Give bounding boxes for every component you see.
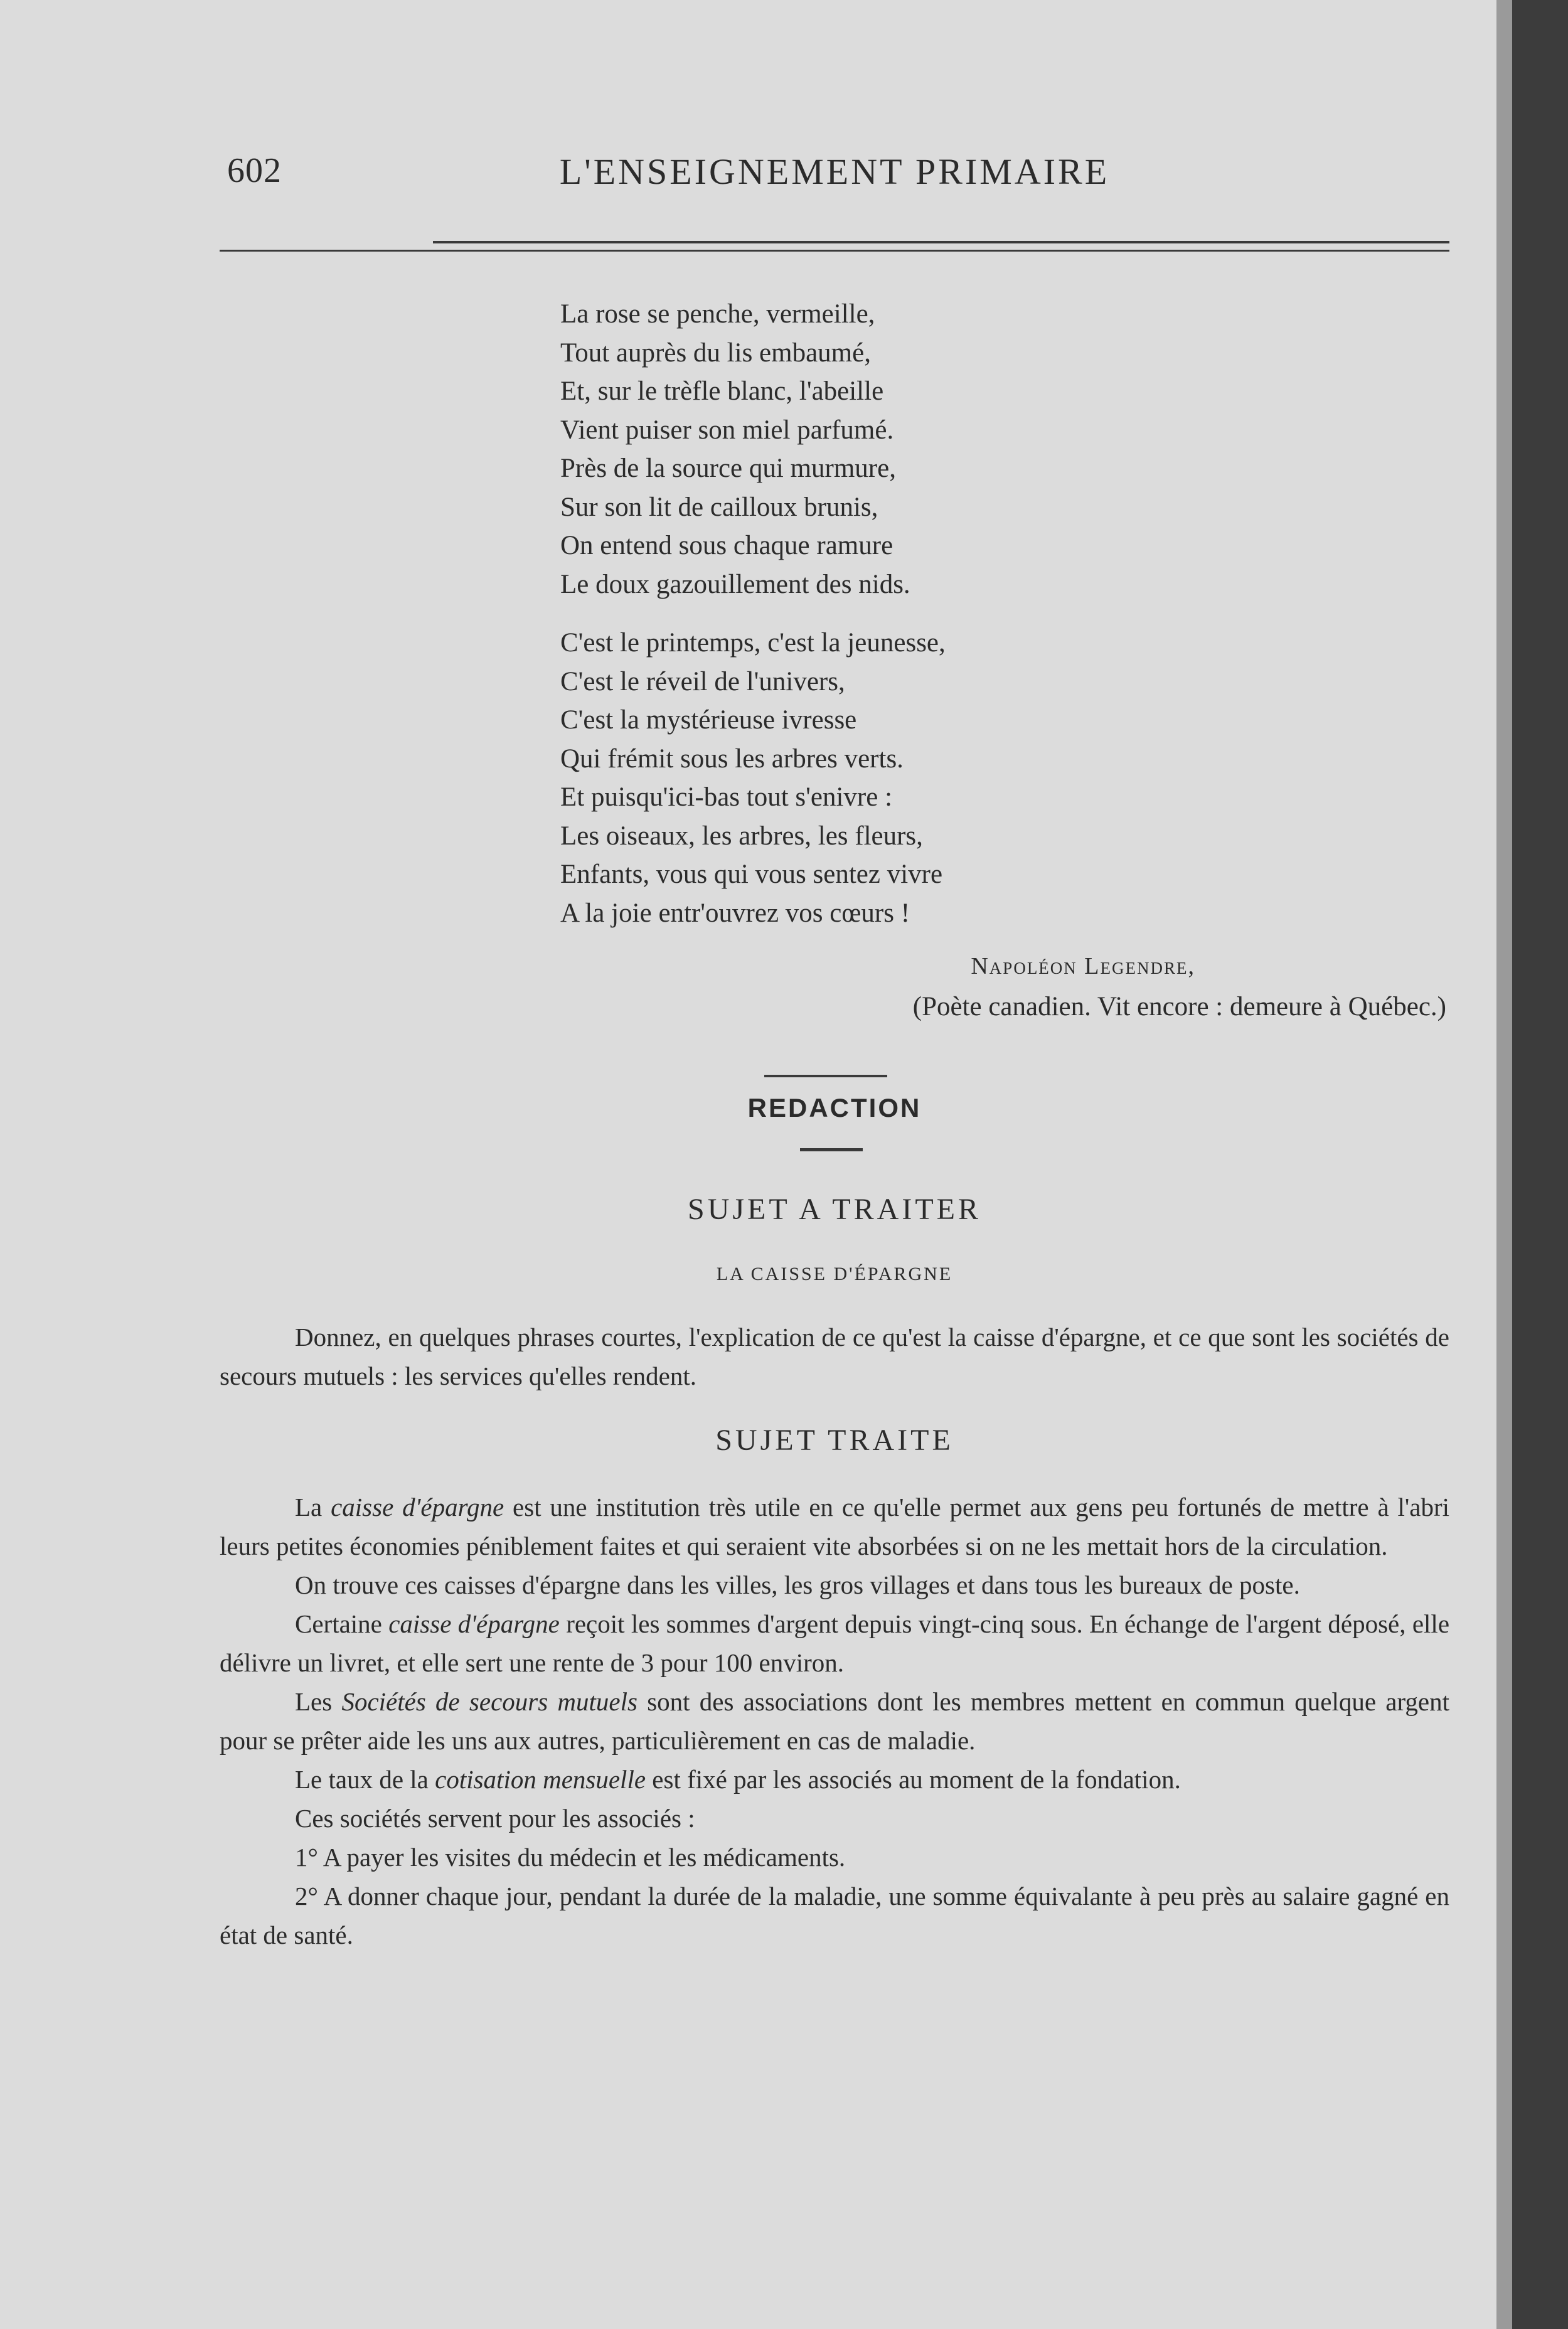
poem-line: C'est la mystérieuse ivresse bbox=[560, 705, 857, 735]
section-rule-bottom bbox=[800, 1148, 863, 1151]
italic-term: Sociétés de secours mutuels bbox=[341, 1687, 637, 1716]
poem-line: La rose se penche, vermeille, bbox=[560, 299, 875, 329]
text-run: La bbox=[295, 1493, 331, 1522]
text-run: Certaine bbox=[295, 1609, 389, 1638]
subject-name: LA CAISSE D'ÉPARGNE bbox=[716, 1264, 953, 1284]
text-run: est fixé par les associés au moment de la fondation. bbox=[646, 1765, 1181, 1794]
text-run: On trouve ces caisses d'épargne dans les villes, les gros villages et dans tous les bureaux de poste. bbox=[295, 1570, 1300, 1599]
sujet-traite-heading: SUJET TRAITE bbox=[715, 1424, 954, 1457]
poem-line: Près de la source qui murmure, bbox=[560, 454, 896, 483]
poem-line: Les oiseaux, les arbres, les fleurs, bbox=[560, 821, 923, 851]
text-run: sont des associations dont les membres mettent en commun quelque argent pour se prêter aide les uns aux autres, particulièrement en cas de maladie. bbox=[220, 1687, 1449, 1755]
poem-author-note: (Poète canadien. Vit encore : demeure à Québec.) bbox=[912, 992, 1446, 1021]
page-header bbox=[220, 151, 1449, 201]
poem-stanza bbox=[560, 624, 1451, 932]
poem-line: Tout auprès du lis embaumé, bbox=[560, 338, 871, 368]
section-rule-top bbox=[764, 1075, 887, 1077]
header-rule-thick bbox=[433, 241, 1449, 243]
text-run: est une institution très utile en ce qu'elle permet aux gens peu fortunés de mettre à l'abri leurs petites économies péniblement faites et qui seraient vite absorbées si on ne les mettait hors de la circulation. bbox=[220, 1493, 1450, 1560]
text-run: Le taux de la bbox=[295, 1765, 435, 1794]
header-rule-thin bbox=[220, 250, 1449, 252]
essay-paragraph bbox=[220, 1760, 1449, 1799]
sujet-a-traiter-heading: SUJET A TRAITER bbox=[688, 1193, 981, 1226]
poem-line: C'est le réveil de l'univers, bbox=[560, 666, 845, 696]
poem-line: Qui frémit sous les arbres verts. bbox=[560, 743, 904, 774]
poem-author: Napoléon Legendre, bbox=[971, 953, 1195, 979]
section-title: REDACTION bbox=[747, 1093, 922, 1122]
poem bbox=[560, 295, 1451, 952]
essay-paragraph bbox=[220, 1488, 1449, 1565]
italic-term: caisse d'épargne bbox=[331, 1493, 504, 1522]
essay-text bbox=[220, 1488, 1449, 1954]
running-title: L'ENSEIGNEMENT PRIMAIRE bbox=[559, 151, 1110, 192]
text-run: 1° A payer les visites du médecin et les médicaments. bbox=[295, 1843, 846, 1872]
poem-line: Et puisqu'ici-bas tout s'enivre : bbox=[560, 782, 893, 812]
poem-line: Le doux gazouillement des nids. bbox=[560, 569, 910, 599]
instruction-paragraph: Donnez, en quelques phrases courtes, l'explication de ce qu'est la caisse d'épargne, et ce que sont les sociétés de secours mutuels : les services qu'elles rendent. bbox=[220, 1323, 1449, 1390]
poem-line: Sur son lit de cailloux brunis, bbox=[560, 492, 878, 522]
essay-paragraph bbox=[220, 1877, 1449, 1954]
page-gutter-shadow bbox=[1496, 0, 1514, 2329]
italic-term: caisse d'épargne bbox=[388, 1609, 560, 1638]
poem-line: On entend sous chaque ramure bbox=[560, 531, 893, 560]
page-number: 602 bbox=[227, 151, 282, 190]
essay-paragraph bbox=[220, 1565, 1449, 1604]
poem-line: C'est le printemps, c'est la jeunesse, bbox=[560, 628, 946, 658]
poem-line: Enfants, vous qui vous sentez vivre bbox=[560, 860, 943, 889]
essay-paragraph bbox=[220, 1682, 1449, 1760]
poem-line: Vient puiser son miel parfumé. bbox=[560, 415, 894, 445]
text-run: Ces sociétés servent pour les associés : bbox=[295, 1804, 695, 1833]
instruction-text bbox=[220, 1318, 1449, 1395]
text-run: Les bbox=[295, 1687, 342, 1716]
text-run: 2° A donner chaque jour, pendant la durée de la maladie, une somme équivalante à peu près au salaire gagné en état de santé. bbox=[220, 1882, 1449, 1949]
book-spine-edge bbox=[1512, 0, 1568, 2329]
essay-paragraph bbox=[220, 1838, 1449, 1877]
essay-paragraph bbox=[220, 1799, 1449, 1838]
poem-stanza bbox=[560, 295, 1451, 604]
text-run: reçoit les sommes d'argent depuis vingt-cinq sous. En échange de l'argent déposé, elle délivre un livret, et elle sert une rente de 3 pour 100 environ. bbox=[220, 1609, 1450, 1677]
poem-line: A la joie entr'ouvrez vos cœurs ! bbox=[560, 898, 910, 928]
poem-line: Et, sur le trèfle blanc, l'abeille bbox=[560, 376, 884, 406]
essay-paragraph bbox=[220, 1604, 1449, 1682]
italic-term: cotisation mensuelle bbox=[435, 1765, 646, 1794]
